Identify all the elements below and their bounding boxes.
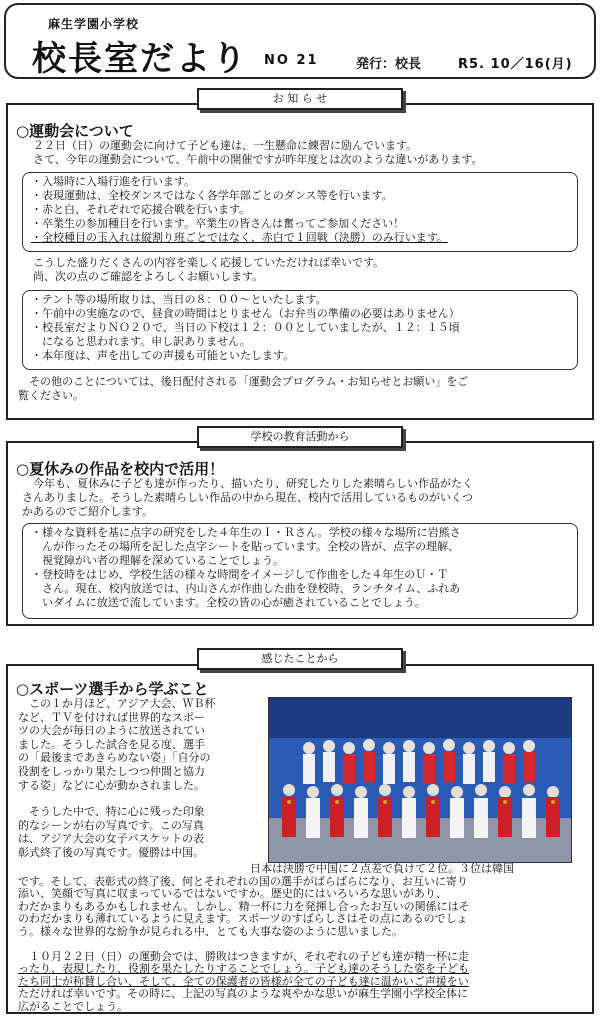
text-line: 今年も、夏休みに子ども達が作ったり、描いたり、研究したりした素晴らしい作品がたく xyxy=(22,477,473,490)
text-line: その他のことについては、後日配付される「運動会プログラム・お知らせとお願い」をご xyxy=(18,375,469,388)
note-line: ・卒業生の参加種目を行います。卒業生の皆さんは奮ってご参加ください！ xyxy=(31,217,405,230)
newsletter-title: 校長室だより xyxy=(32,39,248,79)
text-line: う。様々な世界的な紛争が見られる中、とても大事な姿のように思いました。 xyxy=(18,924,403,938)
text-line: 的なシーンが右の写真です。この写真 xyxy=(18,818,204,832)
note-line: ・テント等の場所取りは、当日の８：００〜といたします。 xyxy=(31,293,327,306)
text-line: かあるのでご紹介します。 xyxy=(22,505,154,518)
paragraph xyxy=(22,477,582,519)
note-line: ・本年度は、声を出しての声援も可能といたします。 xyxy=(31,349,295,362)
text-line xyxy=(18,792,266,805)
section-tab-notices: お 知 ら せ xyxy=(197,88,403,110)
note-line: ・入場時に入場行進を行います。 xyxy=(31,175,196,188)
text-line: 覧ください。 xyxy=(18,389,84,402)
note-line: ・全校種目の玉入れは縦割り班ごとではなく、赤白で１回戦（決勝）のみ行います。 xyxy=(31,231,448,244)
note-line: ・様々な資料を基に点字の研究をした４年生のＩ・Ｒさん。学校の様々な場所に岩熊さ xyxy=(31,526,461,539)
section-tab-reflections: 感じたことから xyxy=(197,648,403,670)
text-line: さんありました。そうした素晴らしい作品の中から現在、校内で活用しているものがいくつ xyxy=(22,491,473,504)
text-line: わだかまりもあるかもしれません。しかし、精一杯に力を発揮し合ったお互いの関係にはそ xyxy=(18,899,470,913)
issue-date: R5. 10／16(月) xyxy=(458,57,573,72)
note-line: さん。現在、校内放送では、内山さんが作曲した曲を登校時、ランチタイム、ふれあ xyxy=(31,582,461,595)
text-line xyxy=(18,939,584,951)
note-box-works xyxy=(22,523,578,619)
section-title-sports-day: ○運動会について xyxy=(16,122,134,140)
text-line: 尚、次の点のご確認をよろしくお願いします。 xyxy=(22,270,264,283)
note-box-confirm xyxy=(22,290,578,370)
text-line: そうした中で、特に心に残った印象 xyxy=(18,805,205,819)
text-line: は、アジア大会の女子バスケットの表 xyxy=(18,832,205,846)
text-line: ただければ幸いです。その時に、上記の写真のような爽やかな思いが麻生学園小学校全体に xyxy=(18,987,469,1001)
text-line: の「最後まであきらめない姿」「自分の xyxy=(18,751,211,765)
paragraph xyxy=(18,375,584,403)
note-line: ・午前中の実施なので、昼食の時間はとりません（お弁当の準備の必要はありません） xyxy=(31,307,460,320)
text-line: さて、今年の運動会について、午前中の開催ですが昨年度とは次のような違いがあります。 xyxy=(22,153,483,166)
paragraph xyxy=(22,139,582,167)
text-line: ツの大会が毎日のように放送されてい xyxy=(18,724,205,738)
newsletter-header xyxy=(4,3,596,79)
note-line: になると思われます。申し訳ありません。 xyxy=(31,335,251,348)
section-title-summer-works: ○夏休みの作品を校内で活用！ xyxy=(16,460,225,478)
text-line: 日本は決勝で中国に２点差で負けて２位。３位は韓国 xyxy=(250,862,514,875)
text-line: １０月２２日（日）の運動会では、勝敗はつきますが、それぞれの子ども達が精一杯に走 xyxy=(18,949,469,963)
text-line: たち同士が称賛し合い、そして、全ての保護者の皆様が全ての子ども達に温かいご声援をい xyxy=(18,974,469,988)
text-line: など、ＴＶを付ければ世界的なスポー xyxy=(18,710,205,724)
team-photo xyxy=(268,697,572,863)
text-line: のわだかまりも薄れているように見えます。スポーツのすばらしさはその点にあるのでしょ xyxy=(18,912,468,926)
school-name: 麻生学園小学校 xyxy=(48,17,140,31)
publisher: 発行：校長 xyxy=(356,57,422,72)
text-line: 広がることでしょう。 xyxy=(18,999,128,1013)
issue-number: NO 21 xyxy=(264,53,319,68)
text-line: 役割をしっかり果たしつつ仲間と協力 xyxy=(18,764,205,778)
text-line: ました。そうした試合を見る度、選手 xyxy=(18,737,205,751)
note-box-changes xyxy=(22,172,578,252)
text-line: ２２日（日）の運動会に向けて子ども達は、一生懸命に練習に励んでいます。 xyxy=(22,139,418,152)
note-line: んが作ったその場所を記した点字シートを貼っています。全校の皆が、点字の理解、 xyxy=(31,540,460,553)
text-line: です。そして、表彰式の終了後、何とそれぞれの国の選手がばらばらになり、お互いに寄り xyxy=(18,874,468,888)
note-line: 視覚障がい者の理解を深めていることでしょう。 xyxy=(31,554,284,567)
text-line: こうした盛りだくさんの内容を楽しく応援していただければ幸いです。 xyxy=(22,256,385,269)
note-line: ・校長室だよりＮＯ２０で、当日の下校は１２：００としていましたが、１２：１５頃 xyxy=(31,321,460,334)
paragraph xyxy=(22,256,582,284)
text-line: 添い、笑顔で写真に収まっているではないですか。歴史的にはいろいろな思いがあり、 xyxy=(18,887,447,901)
section-title-athletes: ○スポーツ選手から学ぶこと xyxy=(16,680,209,698)
text-line: 彰式終了後の写真です。優勝は中国。 xyxy=(18,845,205,859)
team-photo-illustration xyxy=(269,698,572,863)
note-line: ・登校時をはじめ、学校生活の様々な時間をイメージして作曲をした４年生のＵ・Ｔ xyxy=(31,568,449,581)
paragraph-column xyxy=(18,697,266,860)
text-line: この１か月ほど、アジア大会、ＷＢ杯 xyxy=(18,697,216,710)
section-tab-education: 学校の教育活動から xyxy=(197,426,403,448)
paragraph-full xyxy=(18,863,584,1014)
note-line: いダイムに放送で流しています。全校の皆の心が癒されていることでしょう。 xyxy=(31,596,426,609)
text-line: する姿」などに心が動かされました。 xyxy=(18,778,205,792)
text-line: ったり、表現したり、役割を果たしたりすることでしょう。子ども達のそうした姿を子ども xyxy=(18,962,469,976)
note-line: ・赤と白、それぞれで応援合戦を行います。 xyxy=(31,203,251,216)
note-line: ・表現運動は、全校ダンスではなく各学年部ごとのダンス等を行います。 xyxy=(31,189,393,202)
